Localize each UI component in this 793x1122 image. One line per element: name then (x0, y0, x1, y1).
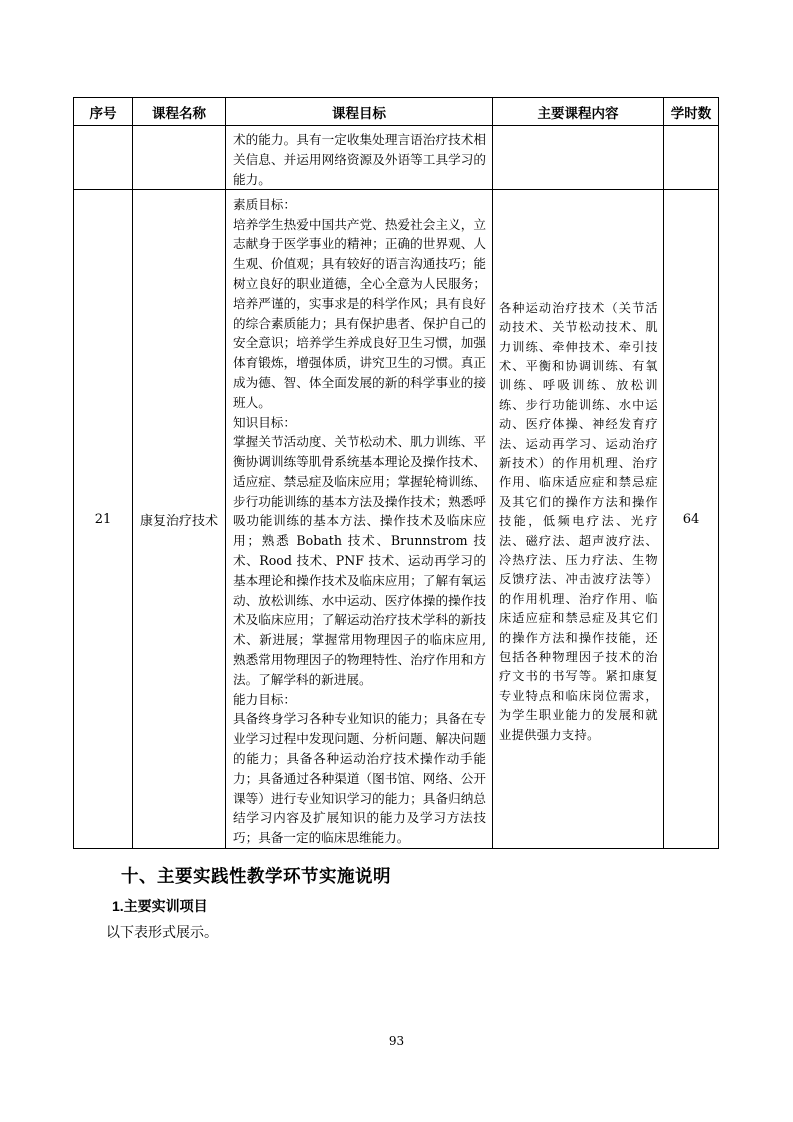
carryover-content-cell-empty (493, 126, 664, 190)
section-heading: 十、主要实践性教学环节实施说明 (121, 866, 391, 886)
table-row-course (74, 190, 719, 849)
col-header-seq: 序号 (74, 98, 133, 126)
course-table (73, 97, 719, 849)
carryover-name-cell-empty (133, 126, 226, 190)
col-header-objectives: 课程目标 (226, 98, 493, 126)
knowledge-goal-label: 知识目标： (233, 414, 296, 430)
quality-goal-text: 培养学生热爱中国共产党、热爱社会主义，立志献身于医学事业的精神；正确的世界观、人生观、价值观；具有较好的语言沟通技巧；能树立良好的职业道德，全心全意为人民服务；培养严谨的，实事求是的科学作风；具有良好的综合素质能力；具有保护患者、保护自己的安全意识；培养学生养成良好卫生习惯，加强体育锻炼，增强体质，讲究卫生的习惯。真正成为德、智、体全面发展的新的科学事业的接班人。 (233, 216, 486, 410)
course-name-cell: 康复治疗技术 (133, 190, 226, 849)
col-header-course-name: 课程名称 (133, 98, 226, 126)
objectives-cell (226, 190, 493, 849)
ability-goal-label: 能力目标： (233, 691, 296, 707)
subsection-heading: 1.主要实训项目 (112, 898, 208, 914)
table-row-carryover (74, 126, 719, 190)
intro-paragraph: 以下表形式展示。 (106, 925, 218, 941)
carryover-seq-cell-empty (74, 126, 133, 190)
knowledge-goal-text: 掌握关节活动度、关节松动术、肌力训练、平衡协调训练等肌骨系统基本理论及操作技术、适应症、禁忌症及临床应用；掌握轮椅训练、步行功能训练的基本方法及操作技术；熟悉呼吸功能训练的基本方法、操作技术及临床应用；熟悉 Bobath 技术、Brunnstrom 技术、Rood 技术、PNF 技术、运动再学习的基本理论和操作技术及临床应用；了解有氧运动、放松训练、水中运动、医疗体操的操作技术及临床应用；了解运动治疗技术学科的新技术、新进展；掌握常用物理因子的临床应用,熟悉常用物理因子的物理特性、治疗作用和方法。了解学科的新进展。 (233, 434, 486, 687)
col-header-main-content: 主要课程内容 (493, 98, 664, 126)
col-header-hours: 学时数 (664, 98, 719, 126)
quality-goal-label: 素质目标： (233, 196, 296, 212)
main-content-cell: 各种运动治疗技术（关节活动技术、关节松动技术、肌力训练、牵伸技术、牵引技术、平衡和协调训练、有氧训练、呼吸训练、放松训练、步行功能训练、水中运动、医疗体操、神经发育疗法、运动再学习、运动治疗新技术）的作用机理、治疗作用、临床适应症和禁忌症及其它们的操作方法和操作技能，低频电疗法、光疗法、磁疗法、超声波疗法、冷热疗法、压力疗法、生物反馈疗法、冲击波疗法等）的作用机理、治疗作用、临床适应症和禁忌症及其它们的操作方法和操作技能，还包括各种物理因子技术的治疗文书的书写等。紧扣康复专业特点和临床岗位需求，为学生职业能力的发展和就业提供强力支持。 (493, 190, 664, 849)
carryover-objectives-cell: 术的能力。具有一定收集处理言语治疗技术相关信息、并运用网络资源及外语等工具学习的能力。 (226, 126, 493, 190)
hours-cell: 64 (664, 190, 719, 849)
carryover-hours-cell-empty (664, 126, 719, 190)
page-number: 93 (388, 1034, 405, 1048)
ability-goal-text: 具备终身学习各种专业知识的能力；具备在专业学习过程中发现问题、分析问题、解决问题的能力；具备各种运动治疗技术操作动手能力；具备通过各种渠道（图书馆、网络、公开课等）进行专业知识学习的能力；具备归纳总结学习内容及扩展知识的能力及学习方法技巧；具备一定的临床思维能力。 (233, 711, 486, 846)
seq-cell: 21 (74, 190, 133, 849)
table-header-row (74, 98, 719, 126)
